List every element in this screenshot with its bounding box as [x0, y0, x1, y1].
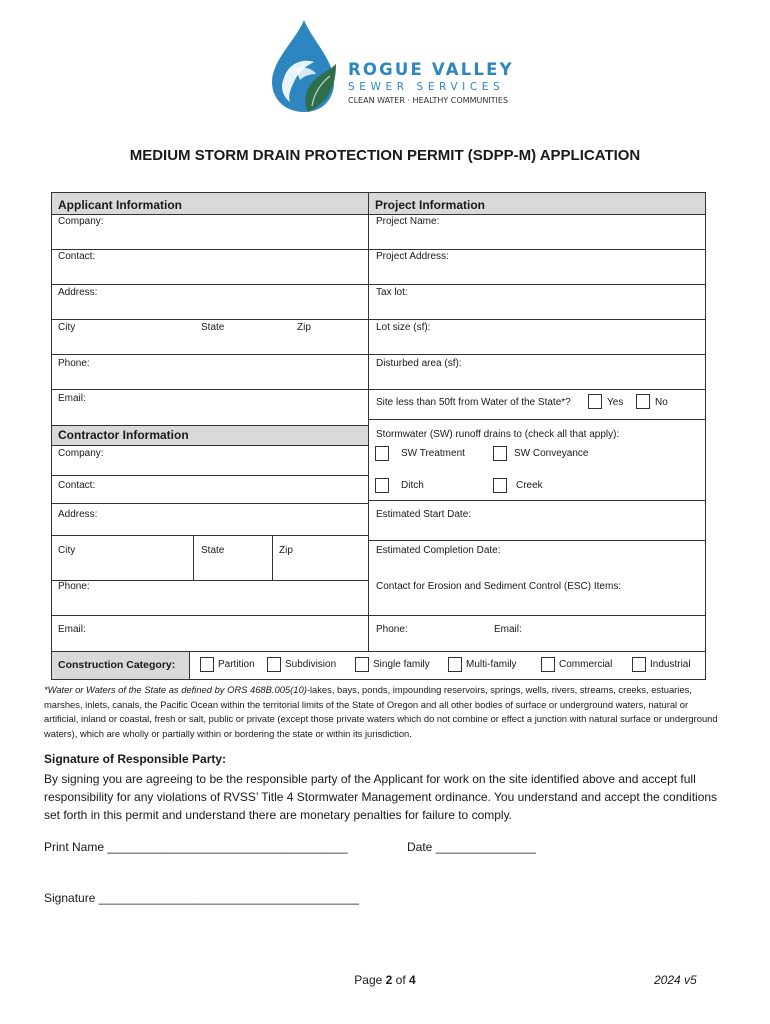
contractor-phone-field[interactable]: Phone:	[58, 581, 90, 592]
row-line	[52, 503, 368, 504]
row-line	[368, 389, 706, 390]
row-line	[368, 284, 706, 285]
applicant-city-field[interactable]: City	[58, 322, 76, 333]
print-name-field[interactable]: Print Name ____________________________________	[44, 840, 348, 854]
row-line	[52, 284, 368, 285]
sw-conveyance-label: SW Conveyance	[514, 448, 589, 459]
applicant-company-field[interactable]: Company:	[58, 216, 104, 227]
applicant-state-field[interactable]: State	[201, 322, 225, 333]
ditch-label: Ditch	[401, 480, 424, 491]
esc-phone-field[interactable]: Phone:	[376, 624, 408, 635]
industrial-label: Industrial	[650, 659, 691, 670]
row-line	[368, 214, 706, 215]
row-line	[368, 249, 706, 250]
commercial-label: Commercial	[559, 659, 613, 670]
contractor-state-field[interactable]: State	[201, 545, 225, 556]
page-current: 2	[385, 973, 393, 987]
esc-contact-field[interactable]: Contact for Erosion and Sediment Control (ESC) Items:	[376, 581, 622, 592]
page-mid: of	[392, 973, 410, 987]
sw-conveyance-checkbox[interactable]	[493, 446, 507, 461]
row-line	[52, 249, 368, 250]
row-line	[52, 535, 368, 536]
row-line	[368, 419, 706, 420]
row-line	[368, 500, 706, 501]
contractor-city-divider	[193, 535, 194, 580]
applicant-contact-field[interactable]: Contact:	[58, 251, 96, 262]
sw-treatment-label: SW Treatment	[401, 448, 465, 459]
signature-field[interactable]: Signature _______________________________________	[44, 891, 359, 905]
single-family-label: Single family	[373, 659, 430, 670]
water-of-state-footnote	[44, 683, 724, 741]
row-line	[52, 475, 368, 476]
row-line	[52, 319, 368, 320]
tax-lot-field[interactable]: Tax lot:	[376, 287, 408, 298]
esc-email-field[interactable]: Email:	[494, 624, 522, 635]
lot-size-field[interactable]: Lot size (sf):	[376, 322, 431, 333]
partition-label: Partition	[218, 659, 255, 670]
water-drop-logo-icon	[268, 18, 336, 114]
contractor-contact-field[interactable]: Contact:	[58, 480, 96, 491]
signature-agreement-text: By signing you are agreeing to be the responsible party of the Applicant for work on the site identified above and accept full responsibility for any violations of RVSS’ Title 4 Stormwater Management ordinance. You understand and accept the conditions set forth in this permit and understand there are monetary penalties for failure to comply.	[44, 772, 718, 822]
contractor-city-field[interactable]: City	[58, 545, 76, 556]
water-yes-checkbox[interactable]	[588, 394, 602, 409]
water-yes-label: Yes	[607, 397, 624, 408]
start-date-field[interactable]: Estimated Start Date:	[376, 509, 472, 520]
partition-checkbox[interactable]	[200, 657, 214, 672]
row-line	[368, 540, 706, 541]
org-subname: SEWER SERVICES	[348, 81, 505, 93]
row-line	[368, 319, 706, 320]
footnote-definition-text: -lakes, bays, ponds, impounding reservoirs, springs, wells, rivers, streams, creeks, estuaries, marshes, inlets, canals, the Pacific Ocean within the territorial limits of the State of Oregon and all other bodies of surface or underground waters, natural or artificial, inland or coastal, fresh or salt, public or private (except those private waters which do not combine or effect a junction with natural surface or underground waters), which are wholly or partially within or bordering the state or within its jurisdiction.	[44, 684, 718, 739]
single-family-checkbox[interactable]	[355, 657, 369, 672]
ditch-checkbox[interactable]	[375, 478, 389, 493]
contractor-company-field[interactable]: Company:	[58, 448, 104, 459]
subdivision-label: Subdivision	[285, 659, 337, 670]
water-proximity-question: Site less than 50ft from Water of the State*?	[376, 397, 571, 408]
project-heading: Project Information	[375, 198, 486, 212]
footnote-definition-lead: *Water or Waters of the State as defined by ORS 468B.005(10)	[44, 684, 307, 695]
commercial-checkbox[interactable]	[541, 657, 555, 672]
subdivision-checkbox[interactable]	[267, 657, 281, 672]
water-no-label: No	[655, 397, 668, 408]
applicant-phone-field[interactable]: Phone:	[58, 358, 90, 369]
contractor-zip-field[interactable]: Zip	[279, 545, 293, 556]
org-name: ROGUE VALLEY	[348, 60, 514, 79]
contractor-email-field[interactable]: Email:	[58, 624, 86, 635]
document-title: MEDIUM STORM DRAIN PROTECTION PERMIT (SDPP-M) APPLICATION	[129, 147, 641, 164]
project-address-field[interactable]: Project Address:	[376, 251, 449, 262]
row-line	[52, 445, 368, 446]
contractor-state-divider	[272, 535, 273, 580]
applicant-zip-field[interactable]: Zip	[297, 322, 311, 333]
sw-treatment-checkbox[interactable]	[375, 446, 389, 461]
row-line	[52, 580, 368, 581]
row-line	[52, 389, 368, 390]
row-line	[368, 615, 706, 616]
applicant-email-field[interactable]: Email:	[58, 393, 86, 404]
row-line	[368, 354, 706, 355]
page-prefix: Page	[354, 973, 386, 987]
row-line	[52, 214, 368, 215]
permit-form-table	[51, 192, 706, 680]
row-line	[52, 615, 368, 616]
row-line	[52, 651, 706, 652]
creek-label: Creek	[516, 480, 543, 491]
applicant-address-field[interactable]: Address:	[58, 287, 98, 298]
row-line	[52, 425, 368, 426]
construction-category-label: Construction Category:	[58, 659, 176, 671]
completion-date-field[interactable]: Estimated Completion Date:	[376, 545, 501, 556]
document-version: 2024 v5	[654, 973, 697, 987]
org-tagline: CLEAN WATER · HEALTHY COMMUNITIES	[348, 96, 509, 105]
date-field[interactable]: Date _______________	[407, 840, 536, 854]
industrial-checkbox[interactable]	[632, 657, 646, 672]
disturbed-area-field[interactable]: Disturbed area (sf):	[376, 358, 462, 369]
project-name-field[interactable]: Project Name:	[376, 216, 440, 227]
contractor-heading: Contractor Information	[58, 428, 189, 442]
multi-family-label: Multi-family	[466, 659, 517, 670]
water-no-checkbox[interactable]	[636, 394, 650, 409]
creek-checkbox[interactable]	[493, 478, 507, 493]
signature-heading: Signature of Responsible Party:	[44, 752, 227, 766]
sw-runoff-question: Stormwater (SW) runoff drains to (check all that apply):	[376, 429, 620, 440]
multi-family-checkbox[interactable]	[448, 657, 462, 672]
center-divider	[368, 193, 369, 651]
page-total: 4	[409, 973, 416, 987]
construction-label-divider	[189, 651, 190, 680]
contractor-address-field[interactable]: Address:	[58, 509, 98, 520]
applicant-heading: Applicant Information	[58, 198, 182, 212]
row-line	[52, 354, 368, 355]
